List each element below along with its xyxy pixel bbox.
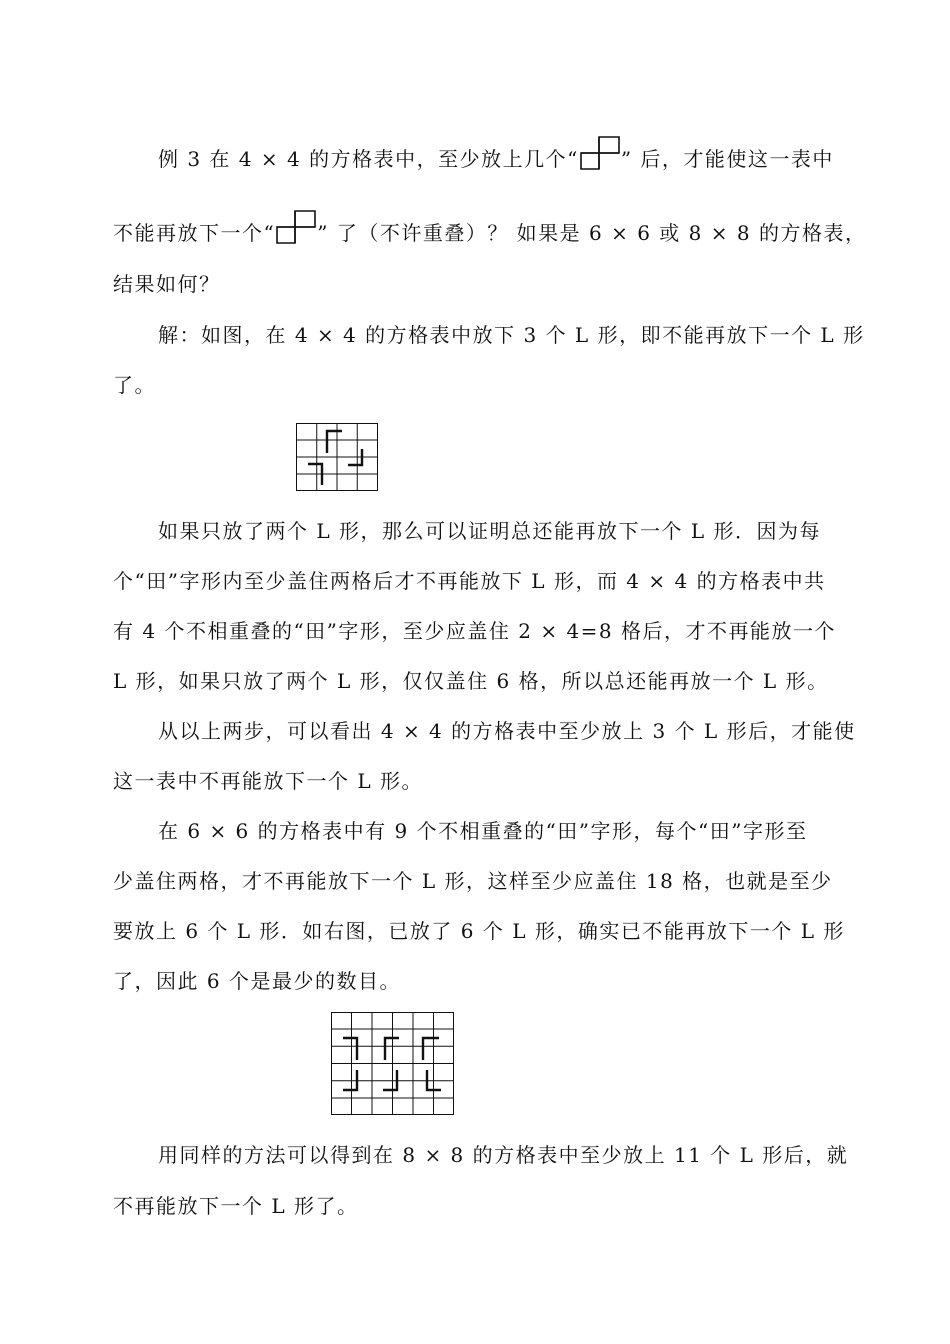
grid-6x6-figure xyxy=(331,1012,454,1115)
problem-text: ” 后，才能使这一表中 xyxy=(620,147,834,171)
paragraph-line: 个“田”字形内至少盖住两格后才不再能放下 L 形，而 4 × 4 的方格表中共 xyxy=(113,569,826,593)
problem-text: 不能再放下一个“ xyxy=(113,221,276,245)
solution-line: 解：如图，在 4 × 4 的方格表中放下 3 个 L 形，即不能再放下一个 L 形 xyxy=(158,323,865,347)
problem-line-2 xyxy=(113,220,866,246)
paragraph-line: 有 4 个不相重叠的“田”字形，至少应盖住 2 × 4=8 格后，才不再能放一个 xyxy=(113,619,837,643)
problem-text: ” 了（不许重叠）？ 如果是 6 × 6 或 8 × 8 的方格表， xyxy=(317,221,867,245)
problem-line-3: 结果如何？ xyxy=(113,272,221,296)
paragraph-line: 用同样的方法可以得到在 8 × 8 的方格表中至少放上 11 个 L 形后，就 xyxy=(158,1143,849,1167)
l-shape-mark xyxy=(343,1070,357,1090)
paragraph-line: 不再能放下一个 L 形了。 xyxy=(113,1194,359,1218)
l-shape-mark xyxy=(423,1038,439,1060)
paragraph-line: 了，因此 6 个是最少的数目。 xyxy=(113,969,401,993)
paragraph-line: 这一表中不再能放下一个 L 形。 xyxy=(113,769,423,793)
problem-text: 例 3 在 4 × 4 的方格表中，至少放上几个“ xyxy=(158,147,579,171)
paragraph-line: 从以上两步，可以看出 4 × 4 的方格表中至少放上 3 个 L 形后，才能使 xyxy=(158,719,856,743)
paragraph-line: 在 6 × 6 的方格表中有 9 个不相重叠的“田”字形，每个“田”字形至 xyxy=(158,819,808,843)
paragraph-line: 少盖住两格，才不再能放下一个 L 形，这样至少应盖住 18 格，也就是至少 xyxy=(113,869,833,893)
solution-line: 了。 xyxy=(113,373,156,397)
l-tromino-icon xyxy=(275,209,317,245)
paragraph-line: L 形，如果只放了两个 L 形，仅仅盖住 6 格，所以总还能再放一个 L 形。 xyxy=(113,669,829,693)
l-tromino-icon xyxy=(579,135,621,171)
l-shape-mark xyxy=(327,431,342,453)
l-shape-mark xyxy=(343,1038,357,1060)
paragraph-line: 如果只放了两个 L 形，那么可以证明总还能再放下一个 L 形．因为每 xyxy=(158,519,821,543)
grid-4x4-figure xyxy=(296,423,378,491)
problem-line-1 xyxy=(158,146,834,172)
l-shape-mark xyxy=(383,1070,397,1090)
paragraph-line: 要放上 6 个 L 形．如右图，已放了 6 个 L 形，确实已不能再放下一个 L 形 xyxy=(113,919,845,943)
